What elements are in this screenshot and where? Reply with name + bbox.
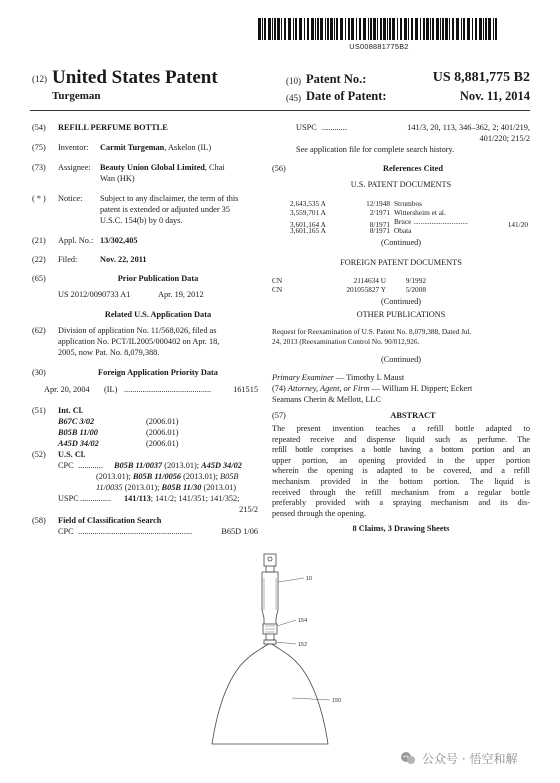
field-cpc-label: CPC [58, 527, 74, 536]
document-type: United States Patent [52, 67, 218, 88]
barcode-bar [373, 18, 376, 40]
us-doc-date: 2/1971 [369, 208, 390, 217]
r-uspc-dots: ............ [322, 123, 347, 132]
barcode-bar [370, 18, 372, 40]
field-label: Field of Classification Search [58, 516, 162, 525]
barcode [258, 18, 500, 40]
other-publication-line-2: 24, 2013 (Reexamination Control No. 90/012,926. [272, 337, 420, 346]
invention-title: REFILL PERFUME BOTTLE [58, 123, 168, 132]
barcode-bar [288, 18, 291, 40]
notice-label: Notice: [58, 194, 83, 203]
barcode-bar [359, 18, 361, 40]
barcode-bar [380, 18, 382, 40]
barcode-bar [356, 18, 357, 40]
uspc-main: 141/113 [124, 494, 151, 503]
ref-label-152: 152 [298, 642, 308, 648]
r-uspc-label: USPC [296, 123, 317, 132]
division-code: (62) [32, 326, 46, 335]
primary-examiner [272, 373, 404, 384]
related-heading: Related U.S. Application Data [104, 310, 212, 319]
intcl-class: A45D 34/02 [58, 439, 99, 448]
barcode-bar [420, 18, 421, 40]
barcode-bar [415, 18, 418, 40]
cpc-version: (2013.01); [162, 461, 202, 470]
uscl-code: (52) [32, 450, 46, 459]
barcode-bar [317, 18, 319, 40]
inventor-surname: Turgeman [52, 90, 101, 102]
us-doc-name: Strumbos [394, 199, 422, 208]
barcode-bar [363, 18, 366, 40]
barcode-bar [475, 18, 477, 40]
barcode-bar [445, 18, 448, 40]
assignee-label: Assignee: [58, 163, 91, 172]
barcode-bar [293, 18, 294, 40]
us-doc-name: Bruce .............................. [394, 217, 468, 226]
barcode-bar [315, 18, 316, 40]
division-line-3: 2005, now Pat. No. 8,079,388. [58, 348, 160, 357]
prior-code: (65) [32, 274, 46, 283]
division-line-2: application No. PCT/IL2005/000402 on Apr. 18, [58, 337, 220, 346]
us-doc-number: 3,601,165 A [290, 226, 326, 235]
continued-1: (Continued) [380, 238, 422, 247]
assignee-location-1: , Chai [204, 163, 225, 172]
intcl-label: Int. Cl. [58, 406, 84, 415]
barcode-bar [442, 18, 444, 40]
barcode-bar [351, 18, 354, 40]
foreign-docs-heading: FOREIGN PATENT DOCUMENTS [340, 258, 462, 267]
barcode-bar [430, 18, 431, 40]
other-publication-line-1: Request for Reexamination of U.S. Patent No. 8,079,388, Dated Jul. [272, 327, 472, 336]
barcode-bar [284, 18, 286, 40]
notice-line-3: U.S.C. 154(b) by 0 days. [100, 216, 183, 225]
cpc-class: B05B 11/30 [161, 483, 202, 492]
foreign-date: Apr. 20, 2004 [44, 385, 90, 394]
abstract-line: The present invention teaches a refill bottle adapted to [272, 424, 530, 433]
foreign-doc-date: 5/2008 [405, 285, 426, 294]
barcode-bar [387, 18, 388, 40]
barcode-bar [467, 18, 470, 40]
uspc-line-1 [124, 494, 239, 505]
cpc-class: A45D 34/02 [201, 461, 242, 470]
patent-no-label: Patent No.: [306, 72, 367, 86]
inventor-code: (75) [32, 143, 46, 152]
cpc-line-2 [96, 472, 238, 483]
appl-number: 13/302,405 [100, 236, 138, 245]
date-label: Date of Patent: [306, 89, 387, 103]
barcode-bar [404, 18, 407, 40]
field-cpc-value: B65D 1/06 [221, 527, 258, 536]
foreign-heading: Foreign Application Priority Data [98, 368, 218, 377]
refs-code: (56) [272, 164, 286, 173]
barcode-bar [397, 18, 398, 40]
r-uspc-line-2: 401/220; 215/2 [479, 134, 530, 143]
bottle-bell [212, 644, 328, 744]
other-publications-heading: OTHER PUBLICATIONS [356, 310, 446, 319]
assignee-value [100, 163, 225, 174]
barcode-bar [304, 18, 305, 40]
barcode-bar [330, 18, 333, 40]
foreign-doc-country: CN [272, 285, 283, 294]
foreign-doc-date: 9/1992 [405, 276, 426, 285]
barcode-bar [277, 18, 280, 40]
us-doc-date: 8/1971 [369, 226, 390, 235]
barcode-bar [432, 18, 434, 40]
us-doc-row [290, 226, 411, 236]
barcode-bar [483, 18, 484, 40]
filed-label: Filed: [58, 255, 78, 264]
abstract-line: pensed through the opening. [272, 508, 367, 518]
barcode-bar [258, 18, 261, 40]
foreign-doc-row [272, 285, 426, 295]
barcode-bar [272, 18, 273, 40]
inventor-value [100, 143, 211, 154]
ref-label-154: 154 [298, 618, 308, 624]
barcode-bar [264, 18, 266, 40]
refs-heading: References Cited [383, 164, 443, 173]
barcode-bar [281, 18, 282, 40]
bottle-cap [264, 554, 276, 566]
uspc-rest: ; 141/2; 141/351; 141/352; [150, 494, 240, 503]
barcode-bar [348, 18, 350, 40]
assignee-code: (73) [32, 163, 46, 172]
foreign-number: 161515 [233, 385, 258, 394]
abstract-line: upper portion, an opening provided in the upper portion [272, 455, 530, 465]
barcode-bar [408, 18, 409, 40]
appl-label: Appl. No.: [58, 236, 94, 245]
assignee-location-2: Wan (HK) [100, 174, 135, 183]
inventor-name: Carmit Turgeman [100, 143, 165, 152]
cpc-version: (2013.01); [96, 472, 133, 481]
abstract-line: received through the refill mechanism from a regular bottle [272, 487, 530, 497]
cpc-line-1 [114, 461, 242, 472]
barcode-bar [368, 18, 369, 40]
uscl-label: U.S. Cl. [58, 450, 86, 459]
barcode-bar [488, 18, 491, 40]
cpc-class: B05B [220, 472, 239, 481]
barcode-bar [479, 18, 482, 40]
filed-date: Nov. 22, 2011 [100, 255, 147, 264]
us-docs-heading: U.S. PATENT DOCUMENTS [350, 180, 452, 189]
chat-bubble-icon [400, 750, 416, 766]
claims-summary: 8 Claims, 3 Drawing Sheets [352, 524, 450, 533]
code-10: (10) [286, 76, 301, 86]
continued-3: (Continued) [380, 355, 422, 364]
division-line-1: Division of application No. 11/568,026, filed as [58, 326, 217, 335]
barcode-bar [274, 18, 276, 40]
inventor-label: Inventor: [58, 143, 89, 152]
barcode-bar [436, 18, 439, 40]
barcode-bar [327, 18, 329, 40]
patent-number: US 8,881,775 B2 [432, 70, 530, 85]
us-doc-number: 3,559,701 A [290, 208, 326, 217]
foreign-dots: .......................................... [124, 385, 212, 394]
barcode-bar [411, 18, 413, 40]
examiner-label: Primary Examiner [272, 373, 334, 382]
barcode-bar [311, 18, 314, 40]
ref-label-150: 150 [332, 698, 342, 704]
us-doc-number: 3,601,164 A [290, 219, 326, 229]
barcode-bar [299, 18, 302, 40]
inventor-location: , Askelon (IL) [164, 143, 212, 152]
barcode-bar [325, 18, 326, 40]
abstract-heading: ABSTRACT [390, 411, 436, 420]
barcode-bar [377, 18, 378, 40]
barcode-bar [440, 18, 441, 40]
abstract-line: mechanism provided in the bottom portion. The liquid is [272, 476, 530, 486]
intcl-version: (2006.01) [146, 439, 179, 448]
code-12: (12) [32, 74, 47, 84]
barcode-bar [345, 18, 346, 40]
uspc-dots: ............... [80, 494, 112, 503]
us-doc-name: Wittersheim et al. [394, 208, 446, 217]
barcode-bar [493, 18, 494, 40]
cpc-dots: ............ [78, 461, 103, 470]
watermark-text: 公众号 · 悟空和解 [422, 751, 518, 766]
us-doc-name: Obata [394, 226, 412, 235]
barcode-bar [392, 18, 395, 40]
filed-code: (22) [32, 255, 46, 264]
watermark [400, 748, 517, 768]
prior-heading: Prior Publication Data [117, 274, 199, 283]
barcode-bar [389, 18, 391, 40]
cpc-class: B05B 11/0056 [132, 472, 182, 481]
barcode-bar [262, 18, 263, 40]
ref-label-10: 10 [306, 576, 313, 582]
notice-code: ( * ) [32, 194, 46, 203]
cpc-version: (2013.01); [181, 472, 221, 481]
bottle-drawing [180, 548, 410, 748]
abstract-line: preferably provided with a spraying mechanism and its dis- [272, 498, 530, 508]
abstract-line: refill bottle comprises a bottle having a bottom portion and an [272, 445, 530, 455]
intcl-version: (2006.01) [146, 417, 179, 426]
barcode-bar [495, 18, 497, 40]
barcode-bar [336, 18, 338, 40]
cpc-class: 11/0035 [96, 483, 123, 492]
cpc-class: B05B 11/0037 [114, 461, 163, 470]
barcode-bar [400, 18, 402, 40]
us-doc-date: 8/1971 [369, 219, 390, 229]
us-doc-date: 12/1948 [366, 199, 390, 208]
r-uspc-line-1: 141/3, 20, 113, 346–362, 2; 401/219, [407, 123, 530, 132]
foreign-code: (30) [32, 368, 46, 377]
code-45: (45) [286, 93, 301, 103]
abstract-line: wherein the opening is adapted to be covered, and a refill [272, 466, 530, 476]
prior-publication: US 2012/0090733 A1 [58, 290, 131, 299]
barcode-bar [423, 18, 425, 40]
barcode-bar [320, 18, 323, 40]
barcode-bar [383, 18, 386, 40]
barcode-bar [449, 18, 450, 40]
barcode-bar [295, 18, 297, 40]
notice-line-2: patent is extended or adjusted under 35 [100, 205, 230, 214]
intcl-class: B67C 3/02 [58, 417, 95, 426]
cpc-label: CPC [58, 461, 74, 470]
barcode-bar [452, 18, 454, 40]
barcode-bar [334, 18, 335, 40]
abstract-body [272, 424, 530, 519]
uspc-line-2: 215/2 [239, 505, 258, 514]
field-code: (58) [32, 516, 46, 525]
us-doc-class: 141/20 [507, 219, 528, 229]
attorney-code: (74) [272, 384, 286, 393]
foreign-doc-number: 2114634 U [353, 276, 386, 285]
us-doc-number: 2,643,535 A [290, 199, 326, 208]
barcode-bar [472, 18, 473, 40]
attorney-line-2: Seamans Cherin & Mellott, LLC [272, 395, 381, 404]
foreign-doc-country: CN [272, 276, 283, 285]
attorney [272, 384, 472, 395]
barcode-text: US008881775B2 [349, 42, 409, 51]
barcode-bar [463, 18, 465, 40]
appl-code: (21) [32, 236, 46, 245]
uspc-label: USPC [58, 494, 79, 503]
prior-date: Apr. 19, 2012 [158, 290, 204, 299]
barcode-bar [268, 18, 271, 40]
intcl-code: (51) [32, 406, 46, 415]
assignee-name: Beauty Union Global Limited [100, 163, 205, 172]
attorney-name: — William H. Dippert; Eckert [369, 384, 473, 393]
barcode-bar [307, 18, 309, 40]
continued-2: (Continued) [380, 297, 422, 306]
attorney-label: Attorney, Agent, or Firm [287, 384, 370, 393]
see-application: See application file for complete search history. [296, 145, 455, 154]
foreign-country: (IL) [104, 385, 118, 394]
intcl-version: (2006.01) [146, 428, 179, 437]
intcl-class: B05B 11/00 [58, 428, 98, 437]
title-code: (54) [32, 123, 46, 132]
cpc-line-3 [96, 483, 236, 494]
notice-line-1: Subject to any disclaimer, the term of this [100, 194, 239, 203]
barcode-bar [485, 18, 487, 40]
patent-date: Nov. 11, 2014 [459, 89, 530, 103]
barcode-bar [340, 18, 343, 40]
barcode-bar [456, 18, 459, 40]
field-cpc-dots: ....................................................... [78, 527, 193, 536]
header-rule [30, 110, 530, 111]
cpc-version: (2013.01) [201, 483, 237, 492]
cpc-version: (2013.01); [122, 483, 162, 492]
abstract-line: repeated receive and dispense liquid such as perfume. The [272, 434, 530, 444]
abstract-code: (57) [272, 411, 286, 420]
foreign-doc-number: 201055827 Y [346, 285, 386, 294]
barcode-bar [461, 18, 462, 40]
barcode-bar [426, 18, 429, 40]
examiner-name: — Timothy L Maust [333, 373, 405, 382]
